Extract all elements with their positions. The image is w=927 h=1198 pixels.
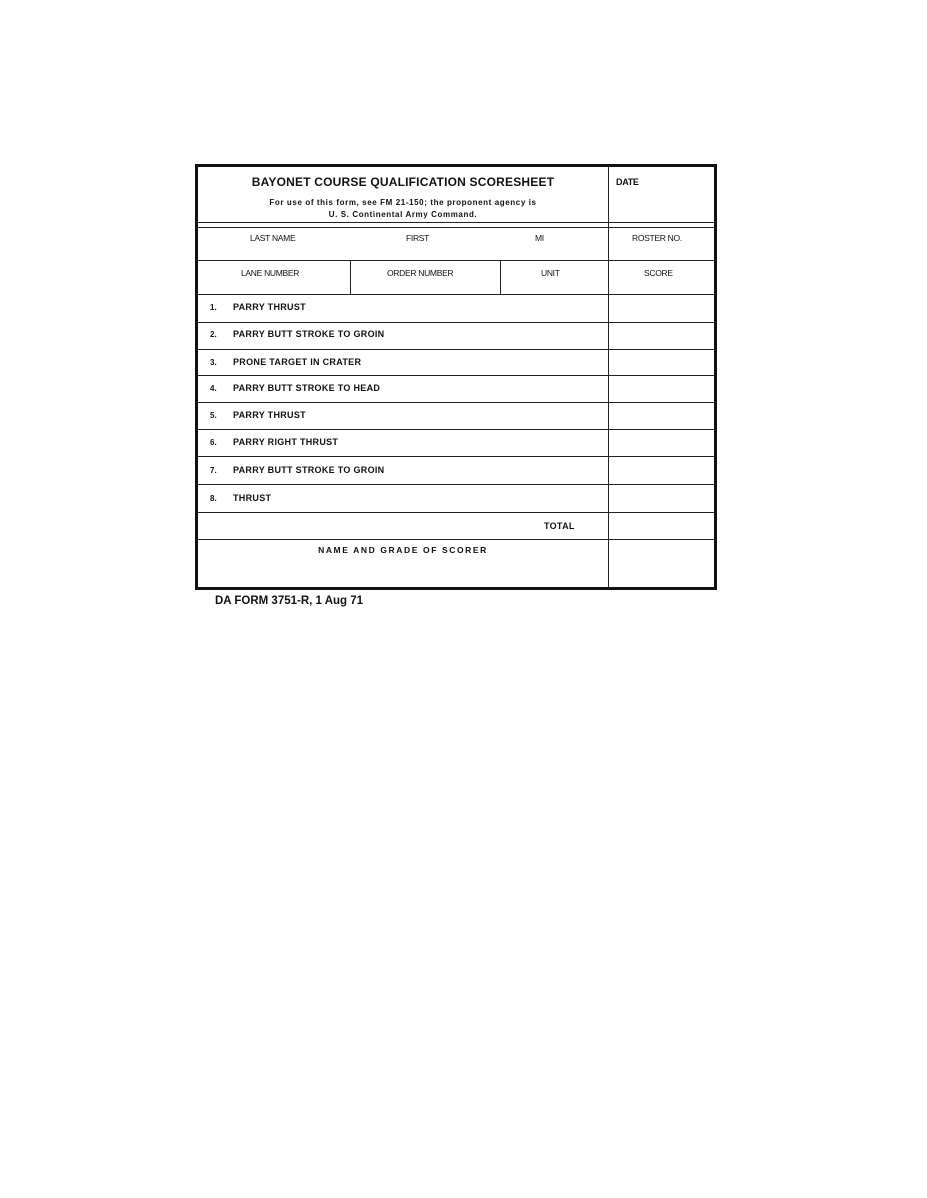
item-number: 7. bbox=[210, 466, 217, 475]
item-5-score-field[interactable] bbox=[609, 403, 714, 429]
middle-initial-label: MI bbox=[535, 233, 544, 243]
scorer-label: NAME AND GRADE OF SCORER bbox=[318, 545, 488, 555]
item-number: 8. bbox=[210, 494, 217, 503]
item-label: PARRY THRUST bbox=[233, 410, 306, 420]
unit-field[interactable] bbox=[501, 278, 607, 293]
item-3-score-field[interactable] bbox=[609, 350, 714, 375]
unit-label: UNIT bbox=[541, 268, 560, 278]
item-number: 1. bbox=[210, 303, 217, 312]
total-score-field[interactable] bbox=[609, 513, 714, 539]
item-label: THRUST bbox=[233, 493, 272, 503]
order-number-field[interactable] bbox=[351, 278, 499, 293]
roster-number-field[interactable] bbox=[609, 243, 714, 259]
order-number-label: ORDER NUMBER bbox=[387, 268, 454, 278]
item-label: PRONE TARGET IN CRATER bbox=[233, 357, 362, 367]
name-field[interactable] bbox=[198, 243, 607, 259]
item-2-score-field[interactable] bbox=[609, 323, 714, 349]
lane-number-label: LANE NUMBER bbox=[241, 268, 300, 278]
scorer-score-field[interactable] bbox=[609, 540, 714, 587]
use-instruction-line-2: U. S. Continental Army Command. bbox=[328, 210, 478, 219]
item-label: PARRY THRUST bbox=[233, 302, 306, 312]
total-label: TOTAL bbox=[544, 521, 575, 531]
scorer-name-field[interactable] bbox=[198, 557, 607, 587]
item-number: 2. bbox=[210, 330, 217, 339]
item-4-score-field[interactable] bbox=[609, 376, 714, 402]
score-label: SCORE bbox=[644, 268, 673, 278]
item-label: PARRY RIGHT THRUST bbox=[233, 437, 339, 447]
lane-number-field[interactable] bbox=[198, 278, 349, 293]
form-title: BAYONET COURSE QUALIFICATION SCORESHEET bbox=[251, 175, 555, 189]
item-7-score-field[interactable] bbox=[609, 457, 714, 484]
item-label: PARRY BUTT STROKE TO HEAD bbox=[233, 383, 381, 393]
roster-number-label: ROSTER NO. bbox=[632, 233, 682, 243]
item-1-score-field[interactable] bbox=[609, 295, 714, 322]
date-field[interactable] bbox=[609, 187, 714, 221]
item-number: 6. bbox=[210, 438, 217, 447]
item-label: PARRY BUTT STROKE TO GROIN bbox=[233, 329, 385, 339]
form-number: DA FORM 3751-R, 1 Aug 71 bbox=[215, 595, 364, 607]
first-name-label: FIRST bbox=[406, 233, 430, 243]
date-label: DATE bbox=[616, 177, 639, 187]
last-name-label: LAST NAME bbox=[250, 233, 296, 243]
scoresheet-form bbox=[195, 164, 717, 590]
use-instruction-line-1: For use of this form, see FM 21-150; the proponent agency is bbox=[269, 198, 537, 207]
item-number: 3. bbox=[210, 358, 217, 367]
item-number: 5. bbox=[210, 411, 217, 420]
item-8-score-field[interactable] bbox=[609, 485, 714, 512]
item-number: 4. bbox=[210, 384, 217, 393]
item-label: PARRY BUTT STROKE TO GROIN bbox=[233, 465, 385, 475]
item-6-score-field[interactable] bbox=[609, 430, 714, 456]
